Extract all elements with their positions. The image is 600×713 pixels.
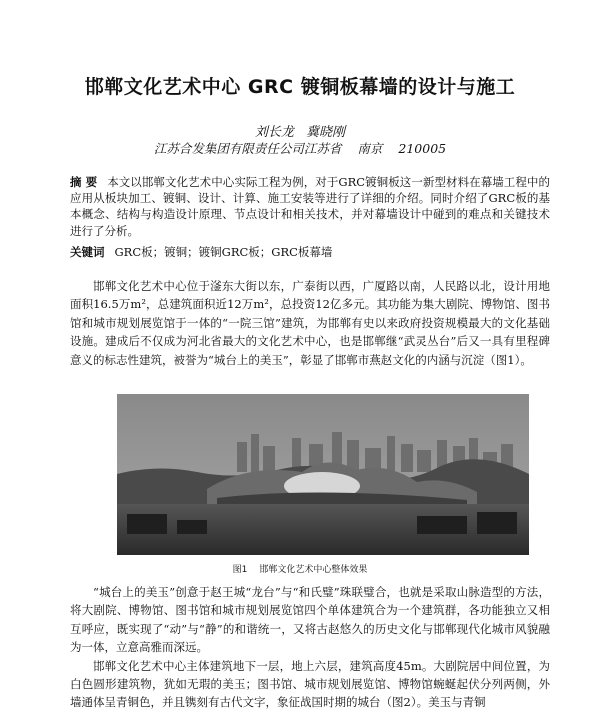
keywords-label: 关键词 xyxy=(70,245,105,259)
abstract-label: 摘 要 xyxy=(70,175,98,189)
paragraph-3: 邯郸文化艺术中心主体建筑地下一层，地上六层，建筑高度45m。大剧院居中间位置，为白色圆形建筑物，犹如无瑕的美玉；图书馆、城市规划展览馆、博物馆蜿蜒起伏分列两侧，外墙通体呈青铜色，并且镌刻有古代文字，象征战国时期的城台（图2）。美玉与青铜 xyxy=(70,658,550,710)
figure-photo xyxy=(117,394,529,555)
paragraph-2: “城台上的美玉”创意于赵王城“龙台”与“和氏璧”珠联璧合，也就是采取山脉造型的方法，将大剧院、博物馆、图书馆和城市规划展览馆四个单体建筑合为一个建筑群，各功能独立又相互呼应，既实现了“动”与“静”的和谐统一，又将古赵悠久的历史文化与邯郸现代化城市风貌融为一体，立意高雅而深远。 xyxy=(70,585,550,655)
affiliation-org: 江苏合发集团有限责任公司江苏省 xyxy=(153,141,342,156)
body-text xyxy=(70,583,550,712)
figure-number: 图1 xyxy=(232,565,248,575)
intro-paragraph: 邯郸文化艺术中心位于滏东大街以东，广泰街以西，广厦路以南，人民路以北，设计用地面积16.5万m²，总建筑面积近12万m²，总投资12亿多元。其功能为集大剧院、博物馆、图书馆和城市规划展览馆于一体的“一院三馆”建筑，为邯郸有史以来政府投资规模最大的文化基础设施。建成后不仅成为河北省最大的文化艺术中心，也是邯郸继“武灵丛台”后又一具有里程碑意义的标志性建筑，被誉为“城台上的美玉”，彰显了邯郸市燕赵文化的内涵与沉淀（图1）。 xyxy=(70,279,550,367)
figure-caption-text: 邯郸文化艺术中心整体效果 xyxy=(259,565,368,575)
affiliation xyxy=(0,139,600,157)
keywords-text: GRC板；镀铜；镀铜GRC板；GRC板幕墙 xyxy=(114,245,333,259)
abstract xyxy=(70,174,550,239)
building-photo xyxy=(117,394,529,555)
authors: 刘长龙 冀晓刚 xyxy=(254,125,346,140)
paper-title: 邯郸文化艺术中心 GRC 镀铜板幕墙的设计与施工 xyxy=(84,76,516,98)
keywords xyxy=(70,244,550,260)
abstract-text: 本文以邯郸文化艺术中心实际工程为例，对于GRC镀铜板这一新型材料在幕墙工程中的应用从板块加工、镀铜、设计、计算、施工安装等进行了详细的介绍。同时介绍了GRC板的基本概念、结构与构造设计原理、节点设计和相关技术，并对幕墙设计中碰到的难点和关键技术进行了分析。 xyxy=(70,175,550,238)
figure-caption xyxy=(0,562,600,575)
affiliation-postcode: 210005 xyxy=(398,141,447,156)
affiliation-city: 南京 xyxy=(357,141,383,156)
